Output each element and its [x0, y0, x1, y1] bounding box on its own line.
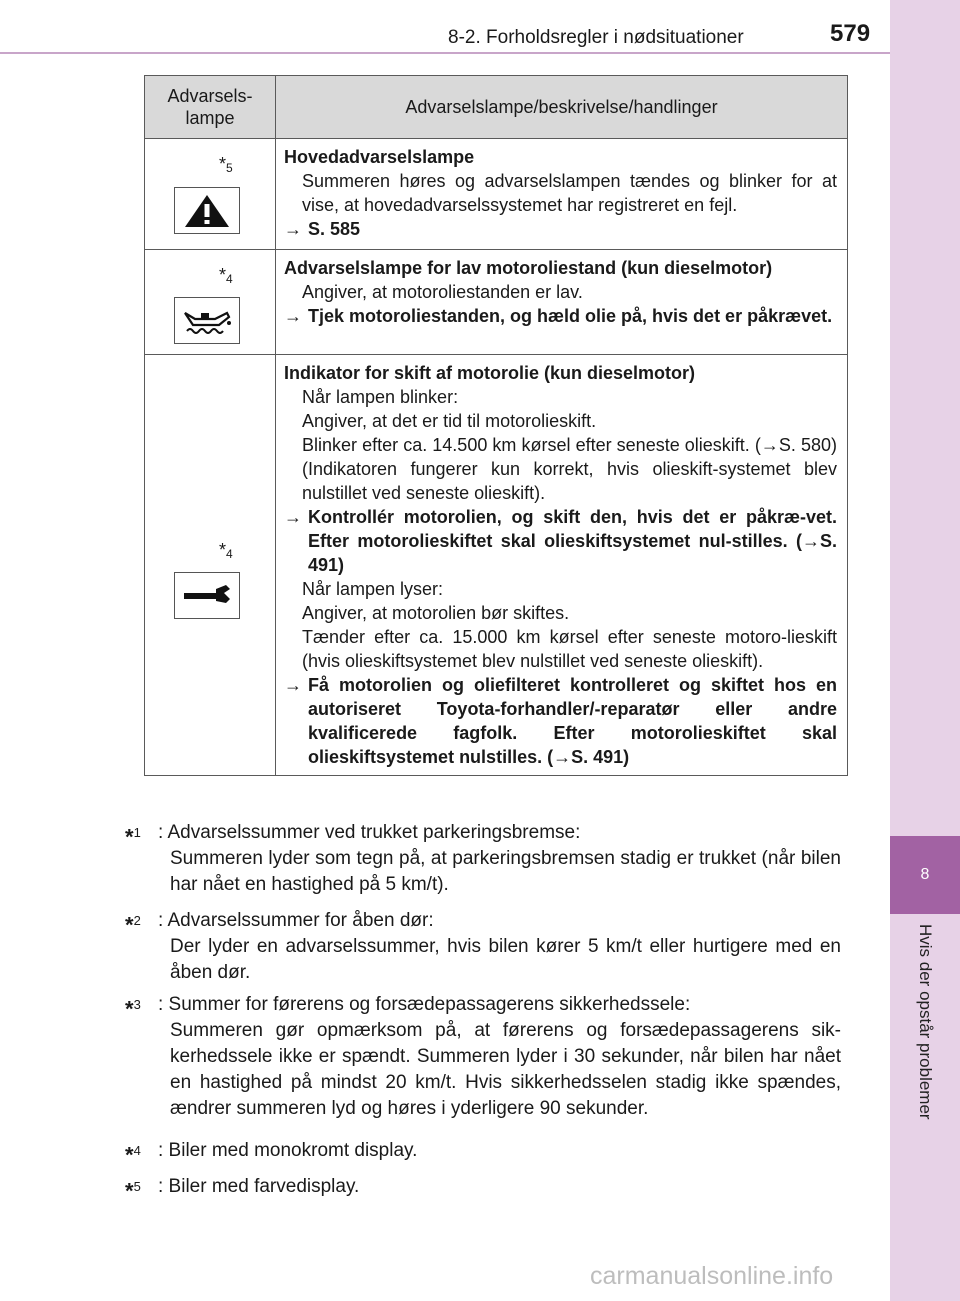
footnote-body: Der lyder en advarselssummer, hvis bilen kører 5 km/t eller hurtigere med en åben dør.	[170, 936, 841, 983]
footnote-ref: $*_4$	[219, 265, 233, 286]
page-number: 579	[830, 20, 871, 47]
lit-description: Angiver, at motorolien bør skiftes.	[302, 603, 570, 623]
side-tab-top	[890, 0, 960, 836]
lamp-title: Indikator for skift af motorolie (kun dieselmotor)	[284, 363, 696, 383]
footnote-4: *$^4$ : Biler med monokromt display.	[125, 1140, 418, 1168]
chapter-title-tab[interactable]	[890, 914, 960, 1301]
warning-lamp-table	[144, 75, 848, 776]
footnote-ref: $*_5$	[219, 154, 233, 175]
col-header-description: Advarselslampe/beskrivelse/handlinger	[276, 76, 848, 139]
footnote-heading: : Biler med monokromt display.	[158, 1140, 418, 1161]
footnote-heading: : Summer for førerens og forsædepassagerens sikkerhedssele:	[158, 994, 691, 1015]
footnote-heading: : Advarselssummer ved trukket parkeringsbremse:	[158, 822, 581, 843]
table-row	[145, 250, 848, 355]
lit-label: Når lampen lyser:	[302, 579, 444, 599]
low-oil-level-icon	[174, 297, 240, 344]
blink-detail: Blinker efter ca. 14.500 km kørsel efter seneste olieskift. (→S. 580) (Indikatoren fungerer kun korrekt, hvis olieskift-systemet blev nulstillet ved seneste olieskift).	[302, 435, 837, 503]
footnote-heading: : Biler med farvedisplay.	[158, 1176, 360, 1197]
blink-action[interactable]: → Kontrollér motorolien, og skift den, hvis det er påkræ-vet. Efter motorolieskiftet skal olieskiftsystemet nul-stilles. (→S. 491)	[284, 507, 837, 575]
section-title: 8-2. Forholdsregler i nødsituationer	[448, 27, 744, 48]
chapter-number-tab[interactable]	[890, 836, 960, 914]
table-header-row	[145, 76, 848, 139]
table-row	[145, 139, 848, 250]
lit-action[interactable]: → Få motorolien og oliefilteret kontrolleret og skiftet hos en autoriseret Toyota-forhandler/-reparatør eller andre kvalificerede fagfolk. Efter motorolieskiftet skal olieskiftsystemet nulstilles. (→S. 491)	[284, 675, 837, 767]
lamp-description: Angiver, at motoroliestanden er lav.	[302, 282, 583, 302]
blink-description: Angiver, at det er tid til motorolieskift.	[302, 411, 597, 431]
lamp-title: Hovedadvarselslampe	[284, 147, 475, 167]
lit-detail: Tænder efter ca. 15.000 km kørsel efter seneste motoro-lieskift (hvis olieskiftsystemet blev nulstillet ved seneste olieskift).	[302, 627, 837, 671]
table-row	[145, 355, 848, 776]
blink-label: Når lampen blinker:	[302, 387, 459, 407]
master-warning-icon	[174, 187, 240, 234]
oil-change-wrench-icon	[174, 572, 240, 619]
lamp-description: Summeren høres og advarselslampen tændes og blinker for at vise, at hovedadvarselssystemet har registreret en fejl.	[302, 171, 837, 215]
action-link[interactable]: → S. 585	[284, 219, 361, 239]
footnote-heading: : Advarselssummer for åben dør:	[158, 910, 434, 931]
footnote-5: *$^5$ : Biler med farvedisplay.	[125, 1176, 360, 1204]
footnote-body: Summeren gør opmærksom på, at førerens og forsædepassagerens sik-kerhedssele ikke er spændt. Summeren lyder i 30 sekunder, når bilen har nået en hastighed på mindst 20 km/t. Hvis sikkerhedsselen stadig ikke spændes, ændrer summeren lyd og høres i yderligere 90 sekunder.	[170, 1020, 841, 1119]
footnote-1: *$^1$ : Advarselssummer ved trukket parkeringsbremse: Summeren lyder som tegn på, at parkeringsbremsen stadig er trukket (når bilen har nået en hastighed på 5 km/t).	[125, 820, 841, 898]
footnote-body: Summeren lyder som tegn på, at parkeringsbremsen stadig er trukket (når bilen har nået en hastighed på 5 km/t).	[170, 848, 841, 895]
footnote-ref: $*_4$	[219, 540, 233, 561]
chapter-title: Hvis der opstår problemer	[916, 924, 935, 1120]
watermark: carmanualsonline.info	[590, 1262, 834, 1290]
footnote-3: *$^3$ : Summer for førerens og forsædepassagerens sikkerhedssele: Summeren gør opmærksom på, at førerens og forsædepassagerens sik-kerhedssele ikke er spændt. Summeren lyder i 30 sekunder, når bilen har nået en hastighed på mindst 20 km/t. Hvis sikkerhedsselen stadig ikke spændes, ændrer summeren lyd og høres i yderligere 90 sekunder.	[125, 992, 841, 1122]
header-rule	[0, 52, 890, 54]
action-instruction: → Tjek motoroliestanden, og hæld olie på, hvis det er påkrævet.	[284, 306, 833, 326]
lamp-title: Advarselslampe for lav motoroliestand (kun dieselmotor)	[284, 258, 773, 278]
col-header-lamp: Advarsels- lampe	[145, 76, 276, 139]
footnote-2: *$^2$ : Advarselssummer for åben dør: Der lyder en advarselssummer, hvis bilen kører 5 km/t eller hurtigere med en åben dør.	[125, 908, 841, 986]
chapter-number: 8	[920, 866, 930, 883]
